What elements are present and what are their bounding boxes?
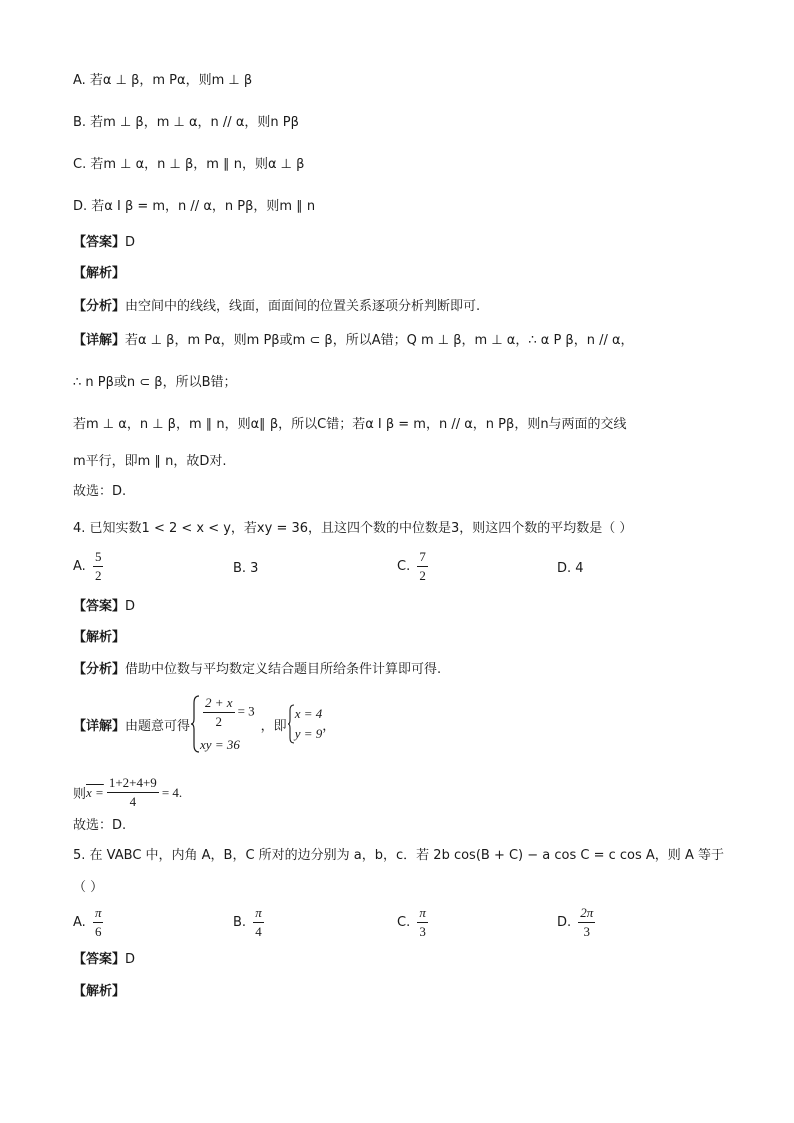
q4-answer (73, 597, 135, 617)
numerator: 2π (578, 904, 595, 923)
numerator: 1+2+4+9 (107, 774, 159, 793)
q3-option-d: D. 若α I β = m，n // α，n Pβ，则m ∥ n (73, 199, 316, 214)
option-label: B. (233, 915, 247, 930)
mean-result: = 4. (161, 784, 183, 800)
fenxi-text: 借助中位数与平均数定义结合题目所给条件计算即可得. (125, 662, 442, 677)
option-fraction (253, 904, 264, 941)
q5-analysis-title: 【解析】 (73, 984, 126, 999)
q4-option-c (397, 548, 431, 585)
q4-option-a (73, 548, 106, 585)
equation-system (200, 694, 255, 755)
result-row: y = 9 (294, 726, 323, 741)
denominator: 2 (419, 568, 426, 583)
option-fraction (417, 548, 428, 585)
q4-stem: 4. 已知实数1 < 2 < x < y，若xy = 36，且这四个数的中位数是3，则这四个数的平均数是（ ） (73, 521, 633, 536)
q3-option-a: A. 若α ⊥ β，m Pα，则m ⊥ β (73, 73, 253, 88)
fenxi-tag: 【分析】 (73, 662, 126, 677)
denominator: 3 (583, 924, 591, 939)
left-brace-icon (287, 704, 295, 744)
fenxi-tag: 【分析】 (73, 299, 126, 314)
ji-text: ，即 (260, 718, 287, 734)
option-fraction (578, 904, 595, 941)
result-system (295, 704, 323, 744)
q5-option-b (233, 904, 267, 941)
denominator: 2 (215, 713, 223, 729)
option-label: A. (73, 915, 86, 930)
numerator: π (93, 904, 104, 923)
option-fraction (93, 904, 104, 941)
denominator: 3 (419, 924, 426, 939)
option-fraction (417, 904, 428, 941)
q3-conclusion: 故选：D. (73, 484, 127, 499)
numerator: 2 + x (203, 694, 235, 713)
equation-rhs: = 3 (237, 702, 255, 718)
numerator: π (253, 904, 264, 923)
q4-option-b: B. 3 (233, 561, 259, 576)
option-label: A. (73, 559, 86, 574)
q5-stem-line-1: 5. 在 VABC 中，内角 A，B，C 所对的边分别为 a，b，c．若 2b cos(B + C) − a cos C = c cos A，则 A 等于 (73, 848, 724, 863)
answer-value: D (125, 952, 136, 967)
system-fraction (203, 694, 235, 731)
q4-mean-formula (73, 774, 182, 811)
q4-analysis-title: 【解析】 (73, 630, 126, 645)
q3-detail-line-2: ∴ n Pβ或n ⊂ β，所以B错； (73, 375, 237, 390)
q3-analysis-title: 【解析】 (73, 266, 126, 281)
answer-tag: 【答案】 (73, 599, 126, 614)
q5-answer (73, 950, 135, 970)
q3-detail-line-3: 若m ⊥ α，n ⊥ β，m ∥ n，则α∥ β，所以C错；若α I β = m，n // α，n Pβ，则n与两面的交线 (73, 417, 627, 432)
detail-tag: 【详解】 (73, 718, 126, 734)
q3-detail-line-4: m平行，即m ∥ n，故D对. (73, 454, 227, 469)
fenxi-text: 由空间中的线线，线面，面面间的位置关系逐项分析判断即可. (125, 299, 481, 314)
q3-option-c: C. 若m ⊥ α，n ⊥ β，m ∥ n，则α ⊥ β (73, 157, 305, 172)
denominator: 4 (255, 924, 262, 939)
result-end: ， (322, 718, 336, 734)
mean-variable: x = (86, 784, 104, 800)
option-label: C. (397, 559, 411, 574)
q3-detail-line-1 (73, 331, 634, 351)
option-label: C. (397, 915, 411, 930)
q4-fenxi (73, 660, 441, 680)
q3-option-b: B. 若m ⊥ β，m ⊥ α，n // α，则n Pβ (73, 115, 299, 130)
denominator: 2 (94, 568, 102, 583)
q4-detail-system (73, 694, 335, 754)
q5-option-d (557, 904, 598, 941)
q3-fenxi (73, 297, 480, 317)
q5-option-c (397, 904, 431, 941)
q3-answer (73, 233, 135, 253)
answer-value: D (125, 599, 136, 614)
numerator: π (417, 904, 428, 923)
mean-fraction (107, 774, 159, 811)
denominator: 4 (129, 794, 137, 809)
equation-row: xy = 36 (200, 736, 240, 752)
option-label: D. (557, 915, 572, 930)
option-fraction (93, 548, 104, 585)
answer-tag: 【答案】 (73, 952, 126, 967)
answer-value: D (125, 235, 136, 250)
q4-conclusion: 故选：D. (73, 818, 127, 833)
q4-option-d: D. 4 (557, 561, 584, 576)
denominator: 6 (94, 924, 102, 939)
detail-lead: 由题意可得 (125, 718, 191, 734)
answer-tag: 【答案】 (73, 235, 126, 250)
q5-stem-line-2: （ ） (73, 880, 104, 895)
left-brace-icon (190, 695, 200, 753)
q5-option-a (73, 904, 106, 941)
result-row: x = 4 (294, 706, 323, 721)
numerator: 5 (93, 548, 104, 567)
numerator: 7 (417, 548, 428, 567)
mean-lead: 则 (73, 787, 87, 802)
detail-tag: 【详解】 (73, 333, 126, 348)
detail-text: 若α ⊥ β，m Pα，则m Pβ或m ⊂ β，所以A错；Q m ⊥ β，m ⊥ α，∴ α P β，n // α， (125, 333, 634, 348)
